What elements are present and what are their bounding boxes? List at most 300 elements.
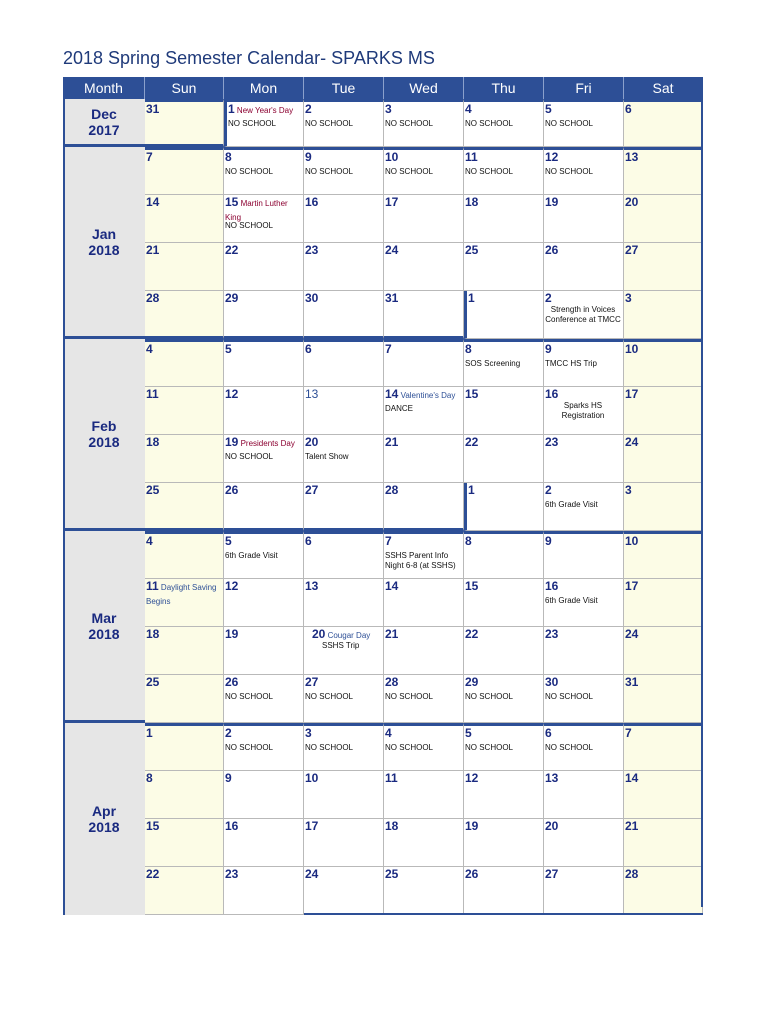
day-number-text: 3 xyxy=(385,102,392,116)
day-cell xyxy=(384,339,464,387)
event-note: NO SCHOOL xyxy=(228,119,277,128)
day-cell xyxy=(544,387,624,435)
day-number xyxy=(305,243,318,257)
day-cell xyxy=(145,771,224,819)
day-number xyxy=(465,771,478,785)
day-number-text: 2 xyxy=(225,726,232,740)
day-number xyxy=(225,534,232,548)
day-cell xyxy=(624,531,703,579)
day-number xyxy=(465,534,472,548)
day-number-text: 19 xyxy=(225,435,239,449)
day-number-text: 31 xyxy=(385,291,399,305)
day-number-text: 15 xyxy=(465,387,479,401)
day-number xyxy=(146,534,153,548)
event-note: SSHS Trip xyxy=(322,641,360,650)
day-number-text: 28 xyxy=(625,867,639,881)
day-number-text: 20 xyxy=(312,627,326,641)
day-number xyxy=(465,627,478,641)
day-cell xyxy=(384,387,464,435)
day-cell xyxy=(464,195,544,243)
day-number xyxy=(385,819,398,833)
day-cell xyxy=(544,195,624,243)
event-note: NO SCHOOL xyxy=(465,743,514,752)
day-cell xyxy=(544,627,624,675)
day-number xyxy=(146,150,153,164)
day-number xyxy=(625,579,638,593)
day-number xyxy=(312,627,381,641)
day-cell xyxy=(384,147,464,195)
day-number-text: 14 xyxy=(385,579,399,593)
day-cell xyxy=(464,579,544,627)
day-cell xyxy=(384,195,464,243)
day-cell xyxy=(304,195,384,243)
day-number xyxy=(625,150,638,164)
day-number-text: 15 xyxy=(225,195,239,209)
day-cell xyxy=(544,435,624,483)
day-number xyxy=(385,387,461,401)
day-number xyxy=(146,291,159,305)
day-number-text: 18 xyxy=(465,195,479,209)
day-number xyxy=(146,483,159,497)
event-note: Sparks HS Registration xyxy=(561,401,605,420)
day-number xyxy=(625,819,638,833)
day-number xyxy=(625,867,638,881)
day-cell xyxy=(224,867,304,915)
day-number xyxy=(465,387,478,401)
day-number xyxy=(545,627,558,641)
day-cell xyxy=(304,387,384,435)
day-cell xyxy=(464,771,544,819)
day-number xyxy=(468,291,475,305)
day-cell xyxy=(145,531,224,579)
day-number-text: 1 xyxy=(146,726,153,740)
day-number-text: 20 xyxy=(625,195,639,209)
day-cell xyxy=(464,531,544,579)
day-number-text: 7 xyxy=(146,150,153,164)
day-number xyxy=(385,579,398,593)
day-cell xyxy=(544,483,624,531)
day-number-text: 5 xyxy=(225,534,232,548)
day-number-text: 16 xyxy=(225,819,239,833)
day-number-text: 10 xyxy=(305,771,319,785)
event-note: NO SCHOOL xyxy=(385,743,434,752)
day-cell xyxy=(224,291,304,339)
day-number-text: 25 xyxy=(146,483,160,497)
day-number xyxy=(465,102,472,116)
day-number-text: 4 xyxy=(146,534,153,548)
day-number xyxy=(385,675,398,689)
day-cell xyxy=(544,771,624,819)
day-number xyxy=(305,102,312,116)
day-cell xyxy=(464,387,544,435)
day-cell xyxy=(145,867,224,915)
day-number xyxy=(625,102,632,116)
day-number-text: 6 xyxy=(305,342,312,356)
day-cell xyxy=(304,771,384,819)
day-cell xyxy=(304,579,384,627)
day-number-text: 29 xyxy=(465,675,479,689)
day-number-text: 21 xyxy=(385,627,399,641)
day-cell xyxy=(224,483,304,531)
day-cell xyxy=(544,675,624,723)
day-number xyxy=(545,726,552,740)
day-number xyxy=(225,291,238,305)
day-number xyxy=(385,534,392,548)
day-cell xyxy=(304,147,384,195)
day-cell xyxy=(384,819,464,867)
day-number-text: 12 xyxy=(225,579,239,593)
day-number-text: 8 xyxy=(225,150,232,164)
day-cell xyxy=(544,819,624,867)
day-cell xyxy=(384,675,464,723)
day-cell xyxy=(624,243,703,291)
day-cell xyxy=(145,723,224,771)
day-number xyxy=(146,243,159,257)
day-number-text: 23 xyxy=(225,867,239,881)
day-number xyxy=(468,483,475,497)
day-cell xyxy=(224,99,304,147)
day-cell xyxy=(145,579,224,627)
day-number xyxy=(305,195,318,209)
event-note: 6th Grade Visit xyxy=(225,551,278,560)
day-number-text: 24 xyxy=(625,435,639,449)
day-number-text: 28 xyxy=(385,483,399,497)
day-number xyxy=(146,342,153,356)
day-number xyxy=(545,243,558,257)
day-number xyxy=(146,435,159,449)
day-number xyxy=(385,435,398,449)
event-note: 6th Grade Visit xyxy=(545,596,598,605)
day-cell xyxy=(224,723,304,771)
day-number-text: 7 xyxy=(385,342,392,356)
day-number-text: 28 xyxy=(385,675,399,689)
day-number xyxy=(225,819,238,833)
event-note: NO SCHOOL xyxy=(225,167,274,176)
day-number xyxy=(385,342,392,356)
day-cell xyxy=(624,579,703,627)
day-cell xyxy=(544,867,624,915)
day-number xyxy=(225,387,238,401)
day-cell xyxy=(624,435,703,483)
day-number-text: 6 xyxy=(625,102,632,116)
day-number-text: 19 xyxy=(465,819,479,833)
day-number-text: 22 xyxy=(465,435,479,449)
day-number-text: 15 xyxy=(465,579,479,593)
day-number-text: 5 xyxy=(225,342,232,356)
day-cell xyxy=(304,483,384,531)
day-cell xyxy=(464,339,544,387)
day-number-text: 21 xyxy=(385,435,399,449)
day-number xyxy=(625,195,638,209)
day-number-text: 29 xyxy=(225,291,239,305)
day-number-text: 26 xyxy=(545,243,559,257)
day-cell xyxy=(224,435,304,483)
day-number xyxy=(465,195,478,209)
event-note: NO SCHOOL xyxy=(465,167,514,176)
day-number xyxy=(305,867,318,881)
event-note: NO SCHOOL xyxy=(385,167,434,176)
event-note: Talent Show xyxy=(305,452,349,461)
day-number-text: 14 xyxy=(146,195,160,209)
day-cell xyxy=(384,723,464,771)
day-number xyxy=(225,483,238,497)
day-number-text: 19 xyxy=(225,627,239,641)
day-number-text: 16 xyxy=(545,579,559,593)
day-number-text: 9 xyxy=(225,771,232,785)
event-note: NO SCHOOL xyxy=(225,692,274,701)
day-cell xyxy=(464,99,544,147)
day-cell xyxy=(145,435,224,483)
day-number xyxy=(385,726,392,740)
day-number-text: 14 xyxy=(625,771,639,785)
holiday-label: New Year's Day xyxy=(234,106,294,115)
day-number-text: 2 xyxy=(545,291,552,305)
day-number xyxy=(385,243,398,257)
day-cell xyxy=(145,627,224,675)
day-cell xyxy=(464,291,544,339)
day-cell xyxy=(624,147,703,195)
day-number xyxy=(305,726,312,740)
day-number-text: 8 xyxy=(465,534,472,548)
holiday-label: Daylight Saving Begins xyxy=(146,583,217,606)
day-cell xyxy=(384,483,464,531)
day-cell xyxy=(304,531,384,579)
day-number xyxy=(146,675,159,689)
month-label xyxy=(63,99,145,147)
day-number-text: 27 xyxy=(545,867,559,881)
day-number xyxy=(225,675,238,689)
day-number-text: 9 xyxy=(545,534,552,548)
day-number-text: 5 xyxy=(545,102,552,116)
day-cell xyxy=(224,339,304,387)
event-note: NO SCHOOL xyxy=(305,743,354,752)
day-number xyxy=(385,867,398,881)
day-number-text: 13 xyxy=(305,387,319,401)
day-cell xyxy=(464,435,544,483)
day-number xyxy=(146,102,159,116)
day-cell xyxy=(544,243,624,291)
day-number xyxy=(385,627,398,641)
event-note: NO SCHOOL xyxy=(465,692,514,701)
event-note: NO SCHOOL xyxy=(545,692,594,701)
day-number-text: 4 xyxy=(146,342,153,356)
day-number-text: 3 xyxy=(305,726,312,740)
event-note: NO SCHOOL xyxy=(225,452,274,461)
day-number xyxy=(225,726,232,740)
day-number-text: 20 xyxy=(305,435,319,449)
day-number xyxy=(545,435,558,449)
day-number-text: 21 xyxy=(625,819,639,833)
holiday-label: Cougar Day xyxy=(325,631,371,640)
day-number-text: 22 xyxy=(146,867,160,881)
day-cell xyxy=(384,243,464,291)
day-cell xyxy=(145,339,224,387)
day-cell xyxy=(145,291,224,339)
day-number xyxy=(465,819,478,833)
day-number-text: 8 xyxy=(465,342,472,356)
day-number xyxy=(305,342,312,356)
day-number-text: 14 xyxy=(385,387,399,401)
day-number xyxy=(305,819,318,833)
event-note: NO SCHOOL xyxy=(465,119,514,128)
column-header-sat: Sat xyxy=(624,77,703,99)
day-number xyxy=(225,195,301,223)
day-number-text: 1 xyxy=(468,291,475,305)
day-number xyxy=(545,342,552,356)
event-note: NO SCHOOL xyxy=(545,743,594,752)
day-number xyxy=(625,627,638,641)
day-cell xyxy=(145,147,224,195)
day-cell xyxy=(384,99,464,147)
day-cell xyxy=(224,243,304,291)
day-cell xyxy=(544,339,624,387)
day-number xyxy=(625,726,632,740)
page-title: 2018 Spring Semester Calendar- SPARKS MS xyxy=(63,48,435,68)
day-cell xyxy=(384,627,464,675)
day-cell xyxy=(464,723,544,771)
event-note: DANCE xyxy=(385,404,414,413)
day-number-text: 2 xyxy=(305,102,312,116)
day-cell xyxy=(304,291,384,339)
day-number xyxy=(545,579,558,593)
day-number xyxy=(305,675,318,689)
day-number-text: 25 xyxy=(465,243,479,257)
day-number-text: 30 xyxy=(545,675,559,689)
day-cell xyxy=(464,627,544,675)
day-cell xyxy=(304,99,384,147)
day-number-text: 12 xyxy=(225,387,239,401)
day-number-text: 1 xyxy=(468,483,475,497)
month-label-text: Dec 2017 xyxy=(88,105,120,138)
day-cell xyxy=(464,675,544,723)
day-number xyxy=(385,771,398,785)
day-cell xyxy=(624,99,703,147)
event-note: TMCC HS Trip xyxy=(545,359,597,368)
day-cell xyxy=(224,675,304,723)
day-number-text: 18 xyxy=(146,627,160,641)
day-cell xyxy=(544,579,624,627)
day-cell xyxy=(304,723,384,771)
day-number xyxy=(545,534,552,548)
day-number xyxy=(225,435,301,449)
day-number xyxy=(625,291,632,305)
day-number xyxy=(305,483,318,497)
column-header-fri: Fri xyxy=(544,77,624,99)
day-number xyxy=(385,102,392,116)
event-note: SOS Screening xyxy=(465,359,521,368)
day-number-text: 5 xyxy=(465,726,472,740)
day-number xyxy=(305,291,318,305)
day-number-text: 17 xyxy=(385,195,399,209)
day-number-text: 13 xyxy=(545,771,559,785)
day-number xyxy=(545,483,552,497)
day-cell xyxy=(145,195,224,243)
month-label-text: Feb 2018 xyxy=(88,417,120,450)
day-number xyxy=(625,483,632,497)
day-number-text: 6 xyxy=(305,534,312,548)
day-number xyxy=(545,675,558,689)
month-label-text: Jan 2018 xyxy=(88,225,120,258)
day-number-text: 12 xyxy=(465,771,479,785)
day-cell xyxy=(304,867,384,915)
day-number xyxy=(305,579,318,593)
day-number xyxy=(305,771,318,785)
day-number-text: 19 xyxy=(545,195,559,209)
day-number-text: 7 xyxy=(385,534,392,548)
day-number xyxy=(545,195,558,209)
day-number-text: 6 xyxy=(545,726,552,740)
day-number xyxy=(625,675,638,689)
day-number xyxy=(146,726,153,740)
day-number xyxy=(545,771,558,785)
column-header-wed: Wed xyxy=(384,77,464,99)
event-note: NO SCHOOL xyxy=(385,119,434,128)
day-number-text: 22 xyxy=(465,627,479,641)
event-note: NO SCHOOL xyxy=(385,692,434,701)
day-number-text: 27 xyxy=(625,243,639,257)
day-number-text: 11 xyxy=(385,771,398,785)
day-number xyxy=(305,534,312,548)
day-number xyxy=(305,435,318,449)
day-number-text: 24 xyxy=(385,243,399,257)
day-cell xyxy=(624,291,703,339)
day-number-text: 8 xyxy=(146,771,153,785)
frame-right xyxy=(701,77,703,907)
day-number xyxy=(465,675,478,689)
day-cell xyxy=(464,483,544,531)
day-number xyxy=(545,867,558,881)
frame-bottom xyxy=(304,913,703,915)
column-header-thu: Thu xyxy=(464,77,544,99)
day-number-text: 31 xyxy=(625,675,639,689)
day-number-text: 16 xyxy=(305,195,319,209)
day-cell xyxy=(304,243,384,291)
day-number-text: 10 xyxy=(625,342,639,356)
day-cell xyxy=(224,819,304,867)
day-number-text: 4 xyxy=(385,726,392,740)
event-note: SSHS Parent Info Night 6-8 (at SSHS) xyxy=(385,551,456,570)
day-number-text: 17 xyxy=(305,819,319,833)
day-number-text: 3 xyxy=(625,291,632,305)
day-cell xyxy=(624,723,703,771)
day-number-text: 23 xyxy=(545,627,559,641)
day-cell xyxy=(304,627,384,675)
day-number xyxy=(465,435,478,449)
day-cell xyxy=(304,675,384,723)
day-number xyxy=(146,627,159,641)
day-number xyxy=(465,342,472,356)
day-number-text: 18 xyxy=(385,819,399,833)
day-cell xyxy=(384,867,464,915)
day-number xyxy=(465,243,478,257)
day-cell xyxy=(624,867,703,915)
day-number-text: 17 xyxy=(625,579,639,593)
day-number xyxy=(385,150,398,164)
day-number-text: 30 xyxy=(305,291,319,305)
month-label xyxy=(63,147,145,339)
day-number-text: 23 xyxy=(545,435,559,449)
day-cell xyxy=(304,339,384,387)
event-note: NO SCHOOL xyxy=(545,167,594,176)
day-number xyxy=(146,819,159,833)
month-label-text: Mar 2018 xyxy=(88,609,120,642)
holiday-label: Martin Luther King xyxy=(225,199,288,222)
day-number xyxy=(146,771,153,785)
day-number-text: 4 xyxy=(465,102,472,116)
event-note: NO SCHOOL xyxy=(545,119,594,128)
day-number xyxy=(146,867,159,881)
day-number xyxy=(545,102,552,116)
